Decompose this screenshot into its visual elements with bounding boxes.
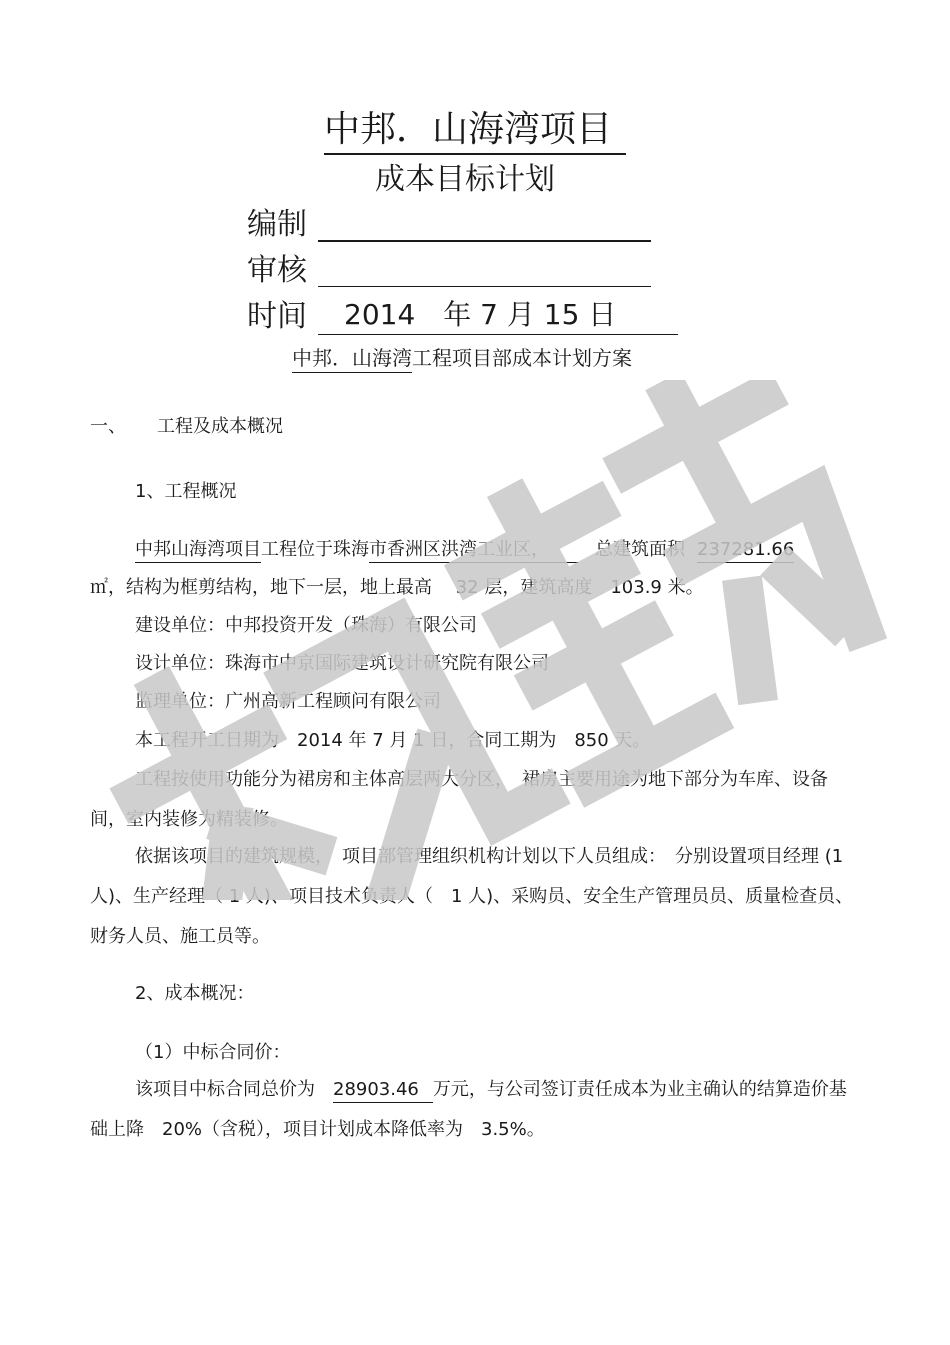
contract-paragraph: 该项目中标合同总价为 28903.46 万元，与公司签订责任成本为业主确认的结算造价基础上降 20%（含税），项目计划成本降低率为 3.5%。 [90, 1079, 847, 1140]
compile-signature-line [318, 240, 651, 242]
builder-unit: 建设单位：中邦投资开发（珠海）有限公司 [135, 615, 477, 636]
design-unit: 设计单位：珠海市中京国际建筑设计研究院有限公司 [135, 653, 549, 674]
contract-price-heading: （1）中标合同价： [135, 1042, 291, 1063]
time-label: 时间 [247, 299, 307, 334]
section-1-heading: 工程及成本概况 [157, 416, 283, 437]
subsection-1-heading: 1、工程概况 [135, 481, 237, 502]
project-location-line: 中邦山海湾项目工程位于珠海市香洲区洪湾工业区， 总建筑面积 237281.66 [135, 541, 794, 559]
review-label: 审核 [247, 253, 307, 288]
staffing-paragraph: 依据该项目的建筑规模， 项目部管理组织机构计划以下人员组成： 分别设置项目经理 (1 人)、生产经理（ 1 人)、项目技术负责人（ 1 人)、采购员、安全生产管理员员、质量检查员、财务人员、施工员等。 [90, 846, 862, 947]
document-title: 中邦．山海湾项目 [0, 112, 950, 148]
plan-title [292, 348, 632, 368]
zoning-paragraph: 工程按使用功能分为裙房和主体高层两大分区， 裙房主要用途为地下部分为车库、设备间，室内装修为精装修。 [90, 769, 828, 830]
plan-title-project: 中邦．山海湾 [292, 346, 412, 373]
compile-label: 编制 [247, 207, 307, 242]
area-value: 237281.66 [697, 539, 794, 563]
subsection-2-heading: 2、成本概况： [135, 983, 255, 1004]
project-name: 中邦山海湾项目 [135, 539, 261, 563]
plan-title-rest: 工程项目部成本计划方案 [412, 346, 632, 370]
section-1-number: 一、 [90, 416, 126, 437]
document-subtitle: 成本目标计划 [375, 162, 555, 197]
project-district: 市香洲区洪湾工业区， [369, 539, 579, 563]
schedule-line: 本工程开工日期为 2014 年 7 月 1 日，合同工期为 850 天。 [135, 730, 651, 751]
supervision-unit: 监理单位：广州高新工程顾问有限公司 [135, 691, 441, 712]
structure-line: ㎡，结构为框剪结构，地下一层，地上最高 32 层，建筑高度 103.9 米。 [90, 577, 704, 598]
review-signature-line [318, 286, 651, 287]
contract-value: 28903.46 [333, 1079, 433, 1103]
time-value: 2014 年 7 月 15 日 [318, 301, 678, 335]
area-label: 总建筑面积 [595, 539, 685, 560]
